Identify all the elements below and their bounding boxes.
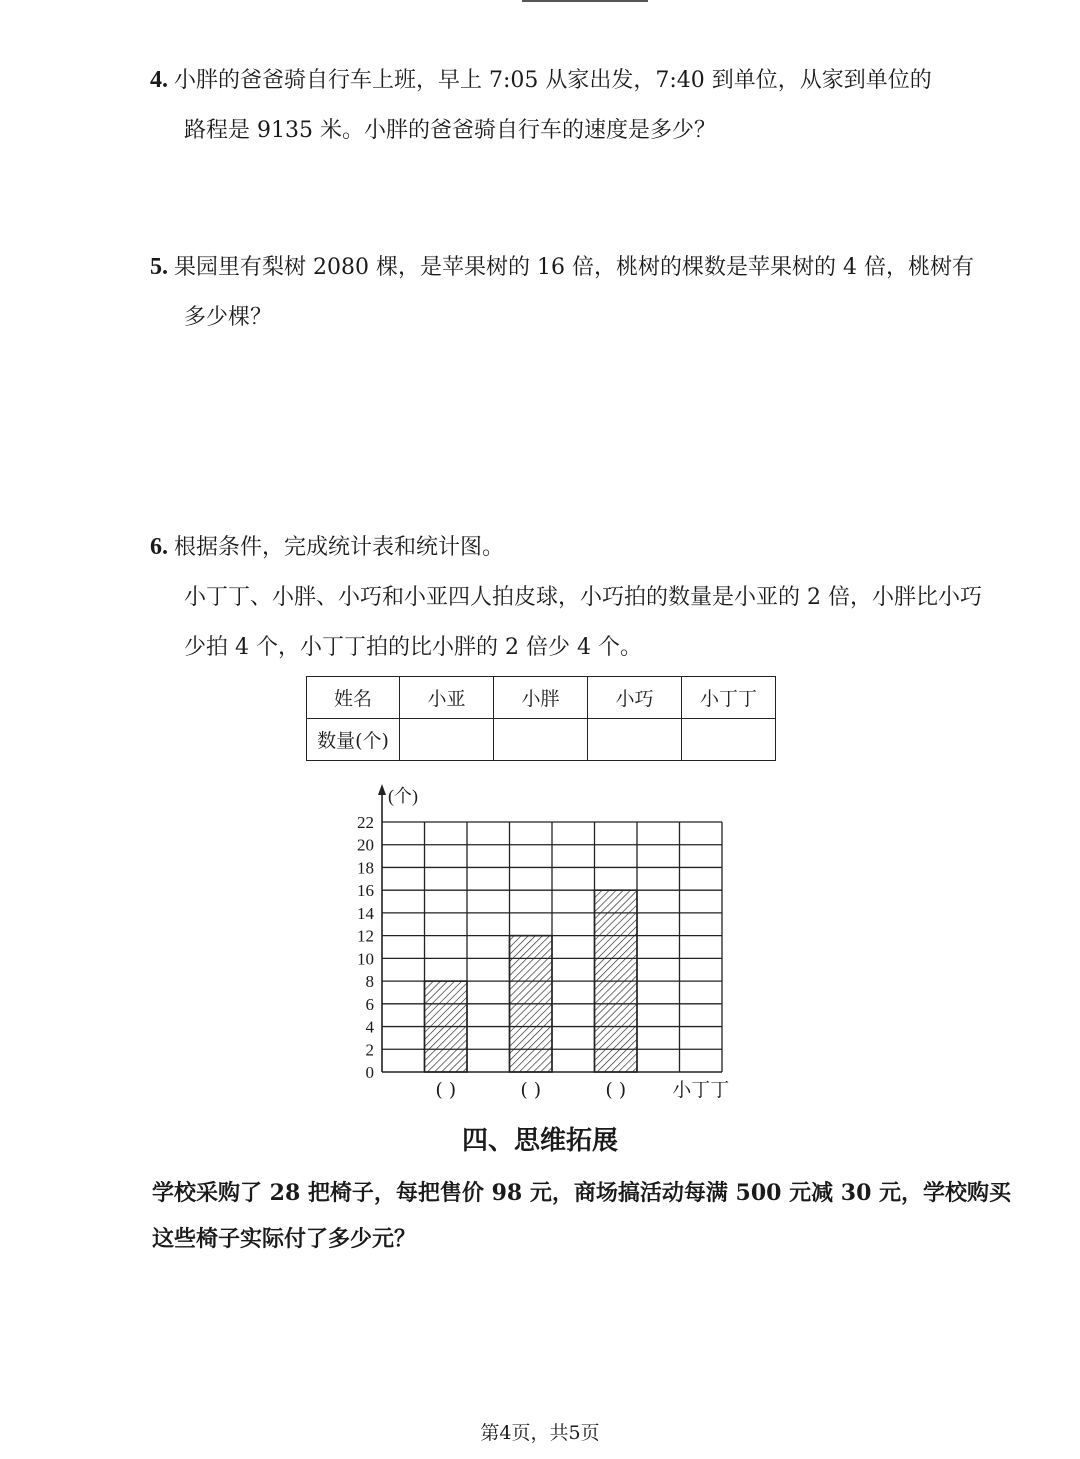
stats-answer-cell[interactable] xyxy=(400,719,494,761)
x-category-label: ( ) xyxy=(520,1079,542,1101)
section-title: 四、思维拓展 xyxy=(461,1126,618,1156)
y-unit-label: (个) xyxy=(388,786,418,806)
y-tick-label: 16 xyxy=(357,881,374,901)
problem-5-line-2: 多少棵？ xyxy=(184,305,273,330)
stats-value-row xyxy=(307,719,776,761)
problem-6-line-1: 6. 根据条件，完成统计表和统计图。 xyxy=(150,534,505,560)
y-tick-label: 10 xyxy=(357,949,374,969)
y-tick-label: 6 xyxy=(365,994,374,1014)
y-tick-label: 22 xyxy=(357,813,374,832)
bar-chart xyxy=(330,780,750,1110)
stats-header-cell: 小丁丁 xyxy=(682,677,776,719)
stats-answer-cell[interactable] xyxy=(682,719,776,761)
x-category-label: ( ) xyxy=(435,1079,457,1101)
y-tick-label: 0 xyxy=(365,1063,374,1082)
problem-6-number: 6. xyxy=(150,534,168,560)
problem-4-number: 4. xyxy=(150,67,168,93)
stats-header-cell: 姓名 xyxy=(307,677,400,719)
extension-line-1: 学校采购了 28 把椅子，每把售价 98 元，商场搞活动每满 500 元减 30 元，学校购买 xyxy=(152,1180,1012,1206)
page-footer: 第4页，共5页 xyxy=(480,1422,600,1444)
problem-4-line-1: 4. 小胖的爸爸骑自行车上班，早上 7:05 从家出发，7:40 到单位，从家到单位的 xyxy=(150,67,932,93)
problem-4-line-2: 路程是 9135 米。小胖的爸爸骑自行车的速度是多少？ xyxy=(184,118,716,143)
stats-answer-cell[interactable] xyxy=(494,719,588,761)
bar xyxy=(595,890,638,1072)
problem-6-line-2: 小丁丁、小胖、小巧和小亚四人拍皮球，小巧拍的数量是小亚的 2 倍，小胖比小巧 xyxy=(184,585,982,610)
x-category-label: 小丁丁 xyxy=(672,1079,730,1101)
bar xyxy=(510,936,553,1072)
extension-problem xyxy=(152,1170,1011,1262)
bar xyxy=(425,981,468,1072)
y-tick-label: 18 xyxy=(357,858,374,878)
stats-header-cell: 小胖 xyxy=(494,677,588,719)
problem-5-number: 5. xyxy=(150,254,168,280)
y-tick-label: 8 xyxy=(365,972,374,992)
y-axis-arrow-icon xyxy=(378,784,386,795)
y-tick-label: 14 xyxy=(357,903,374,923)
problem-6 xyxy=(150,522,982,673)
extension-line-2: 这些椅子实际付了多少元？ xyxy=(152,1226,417,1252)
problem-4 xyxy=(150,55,930,156)
problem-5-line-1: 5. 果园里有梨树 2080 棵，是苹果树的 16 倍，桃树的棵数是苹果树的 4 倍，桃树有 xyxy=(150,254,974,280)
top-edge-mark xyxy=(522,0,648,2)
stats-row-label: 数量(个) xyxy=(307,719,400,761)
problem-5 xyxy=(150,242,974,343)
stats-header-cell: 小巧 xyxy=(588,677,682,719)
y-tick-label: 12 xyxy=(357,926,374,946)
y-tick-label: 20 xyxy=(357,835,374,855)
stats-table xyxy=(306,676,776,761)
chart-bars xyxy=(425,890,638,1072)
x-category-label: ( ) xyxy=(605,1079,627,1101)
stats-header-row xyxy=(307,677,776,719)
y-tick-label: 2 xyxy=(365,1040,374,1060)
stats-header-cell: 小亚 xyxy=(400,677,494,719)
stats-answer-cell[interactable] xyxy=(588,719,682,761)
y-tick-label: 4 xyxy=(365,1017,374,1037)
problem-6-line-3: 少拍 4 个，小丁丁拍的比小胖的 2 倍少 4 个。 xyxy=(184,635,642,660)
